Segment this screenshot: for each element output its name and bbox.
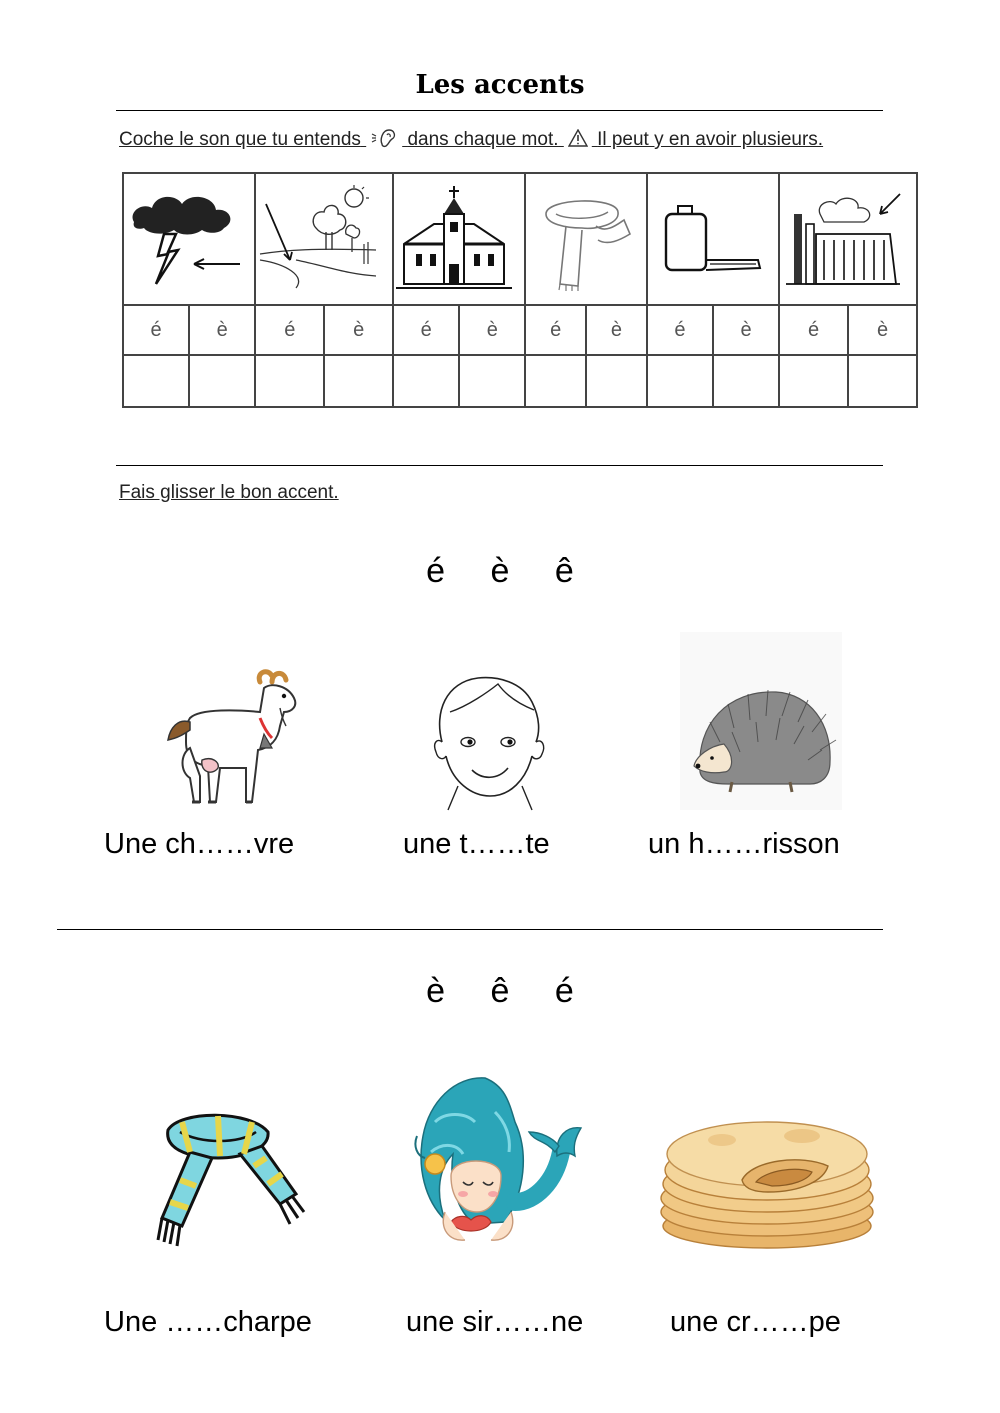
checkbox-cell[interactable] [123,355,189,407]
section-divider-2 [57,929,883,930]
picture-cell-storm [123,173,255,305]
checkbox-cell[interactable] [525,355,586,407]
checkbox-cell[interactable] [255,355,324,407]
picture-grid [122,172,918,408]
scarf-icon [526,184,636,294]
checkbox-cell[interactable] [647,355,713,407]
choice-e-grave: è [324,305,393,355]
instruction-part1: Coche le son que tu entends [119,129,361,150]
section-divider-1 [116,465,883,466]
checkbox-cell[interactable] [586,355,647,407]
choice-e-acute: é [779,305,848,355]
instruction-part2: dans chaque mot. [407,129,559,150]
checkbox-cell[interactable] [324,355,393,407]
choice-e-grave: è [459,305,525,355]
ear-icon [370,128,398,151]
choice-e-acute: é [647,305,713,355]
word-head[interactable]: une t……te [403,828,550,860]
choice-e-grave: è [586,305,647,355]
word-hedgehog[interactable]: un h……risson [648,828,840,860]
accent-bank-2 [0,972,1000,1011]
instruction-part3: Il peut y en avoir plusieurs. [597,129,824,150]
factory-icon [780,184,905,294]
checkbox-cell[interactable] [779,355,848,407]
draggable-accent[interactable]: é [554,972,574,1010]
instruction-check [119,128,823,151]
choice-e-grave: è [189,305,255,355]
choice-e-grave: è [848,305,917,355]
word-mermaid[interactable]: une sir……ne [406,1306,584,1338]
checkbox-cell[interactable] [393,355,459,407]
draggable-accent[interactable]: è [426,972,446,1010]
title-divider [116,110,883,111]
choice-row [123,305,917,355]
choice-e-grave: è [713,305,779,355]
checkbox-cell[interactable] [713,355,779,407]
draggable-accent[interactable]: ê [554,552,574,590]
warning-icon [568,129,588,151]
picture-cell-scarf [525,173,646,305]
picture-cell-church [393,173,525,305]
checkbox-row [123,355,917,407]
word-goat[interactable]: Une ch……vre [104,828,295,860]
instruction-drag: Fais glisser le bon accent. [119,482,339,503]
suitcase-icon [648,184,768,294]
word-scarf[interactable]: Une ……charpe [104,1306,312,1338]
head-image [428,672,553,812]
draggable-accent[interactable]: é [426,552,446,590]
river-icon [256,184,381,294]
hedgehog-image [680,632,842,810]
mermaid-image [405,1072,585,1262]
goat-image [160,668,305,808]
choice-e-acute: é [255,305,324,355]
accent-bank-1 [0,552,1000,591]
choice-e-acute: é [123,305,189,355]
draggable-accent[interactable]: ê [490,972,510,1010]
church-icon [394,184,514,294]
word-crepe[interactable]: une cr……pe [670,1306,841,1338]
checkbox-cell[interactable] [459,355,525,407]
picture-cell-factory [779,173,917,305]
scarf-image [120,1100,320,1260]
picture-cell-suitcase [647,173,779,305]
draggable-accent[interactable]: è [490,552,510,590]
storm-icon [124,184,244,294]
choice-e-acute: é [393,305,459,355]
checkbox-cell[interactable] [848,355,917,407]
checkbox-cell[interactable] [189,355,255,407]
picture-cell-river [255,173,393,305]
choice-e-acute: é [525,305,586,355]
crepe-image [652,1100,882,1260]
page-title: Les accents [415,70,585,100]
